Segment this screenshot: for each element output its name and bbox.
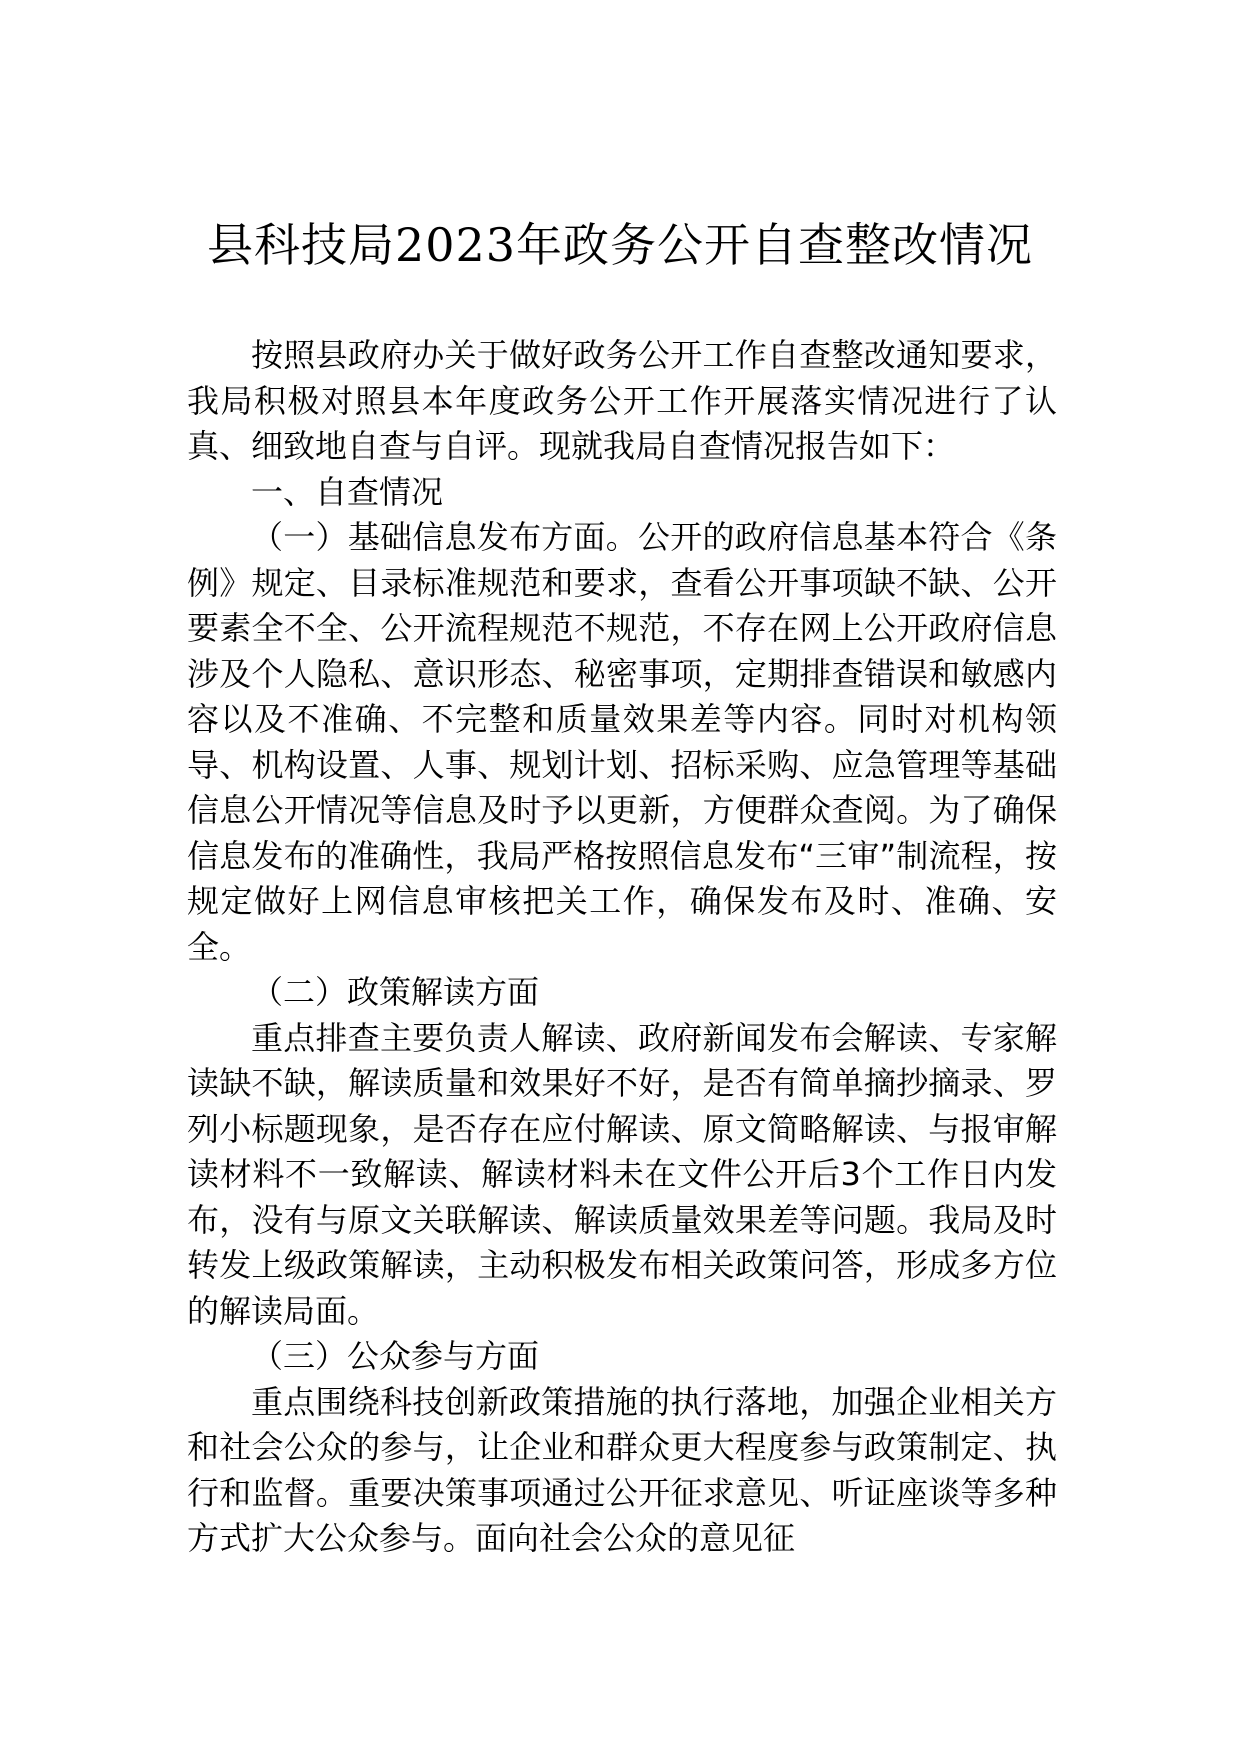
paragraph-basic-info: （一）基础信息发布方面。公开的政府信息基本符合《条例》规定、目录标准规范和要求，查看公开事项缺不缺、公开要素全不全、公开流程规范不规范，不存在网上公开政府信息涉及个人隐私、意识形态、秘密事项，定期排查错误和敏感内容以及不准确、不完整和质量效果差等内容。同时对机构领导、机构设置、人事、规划计划、招标采购、应急管理等基础信息公开情况等信息及时予以更新，方便群众查阅。为了确保信息发布的准确性，我局严格按照信息发布“三审”制流程，按规定做好上网信息审核把关工作，确保发布及时、准确、安全。 bbox=[187, 518, 1057, 966]
subheading-policy-interpretation: （二）政策解读方面 bbox=[251, 973, 540, 1011]
document-body bbox=[187, 333, 1057, 1562]
paragraph-public-participation: 重点围绕科技创新政策措施的执行落地，加强企业相关方和社会公众的参与，让企业和群众更大程度参与政策制定、执行和监督。重要决策事项通过公开征求意见、听证座谈等多种方式扩大公众参与。面向社会公众的意见征 bbox=[187, 1382, 1057, 1557]
subheading-public-participation: （三）公众参与方面 bbox=[251, 1337, 540, 1375]
paragraph-intro: 按照县政府办关于做好政务公开工作自查整改通知要求，我局积极对照县本年度政务公开工作开展落实情况进行了认真、细致地自查与自评。现就我局自查情况报告如下： bbox=[187, 336, 1057, 465]
section-heading-self-inspection: 一、自查情况 bbox=[251, 472, 444, 511]
document-title: 县科技局2023年政务公开自查整改情况 bbox=[206, 218, 1034, 272]
paragraph-policy-interpretation: 重点排查主要负责人解读、政府新闻发布会解读、专家解读缺不缺，解读质量和效果好不好，是否有简单摘抄摘录、罗列小标题现象，是否存在应付解读、原文简略解读、与报审解读材料不一致解读、解读材料未在文件公开后3个工作日内发布，没有与原文关联解读、解读质量效果差等问题。我局及时转发上级政策解读，主动积极发布相关政策问答，形成多方位的解读局面。 bbox=[187, 1018, 1057, 1330]
